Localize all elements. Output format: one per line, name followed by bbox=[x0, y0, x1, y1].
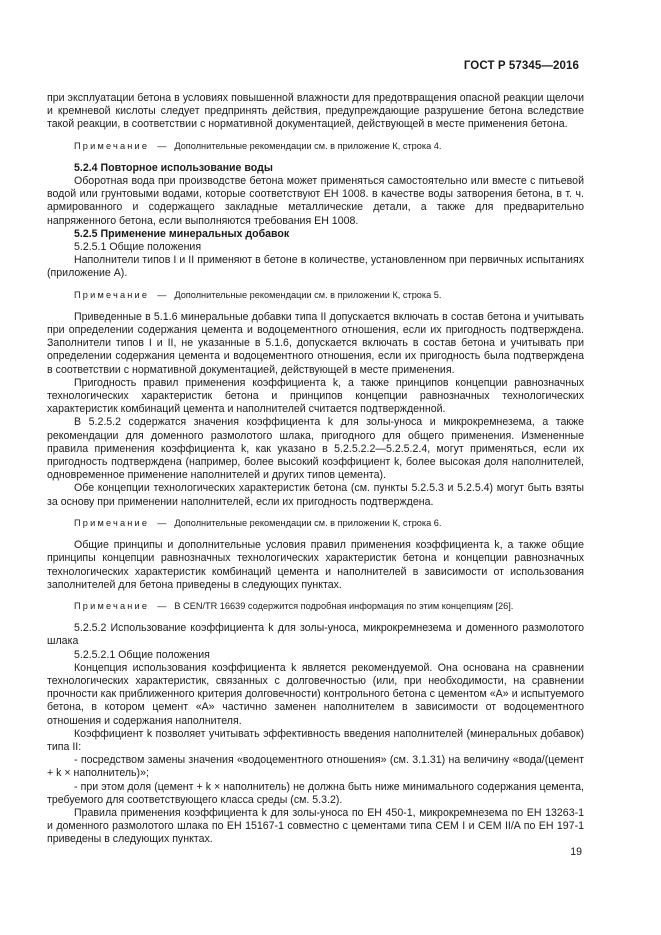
paragraph: Пригодность правил применения коэффициента k, а также принципов концепции равнозначных технологических характеристик бетона и принципов концепции равнозначных технологических характеристик комбинаций цемента и наполнителей считается подтвержденной. bbox=[47, 376, 584, 416]
note-text: Дополнительные рекомендации см. в приложении К, строка 6. bbox=[174, 517, 442, 528]
note bbox=[47, 140, 584, 153]
page-number: 19 bbox=[570, 846, 582, 858]
note bbox=[47, 600, 584, 613]
list-item: - при этом доля (цемент + k × наполнитель) не должна быть ниже минимального содержания цемента, требуемого для соответствующего класса среды (см. 5.3.2). bbox=[47, 780, 584, 806]
note-dash: — bbox=[157, 289, 167, 300]
note-text: Дополнительные рекомендации см. в приложение К, строка 4. bbox=[174, 140, 442, 151]
paragraph: Наполнители типов I и II применяют в бетоне в количестве, установленном при первичных испытаниях (приложение А). bbox=[47, 254, 584, 280]
paragraph: Коэффициент k позволяет учитывать эффективность введения наполнителей (минеральных добавок) типа II: bbox=[47, 727, 584, 753]
subsection-heading-5-2-5-2-1: 5.2.5.2.1 Общие положения bbox=[74, 648, 210, 661]
note-dash: — bbox=[157, 517, 167, 528]
subsection-heading-5-2-5-2: 5.2.5.2 Использование коэффициента k для золы-уноса, микрокремнезема и доменного размолотого шлака bbox=[47, 622, 584, 648]
note-label: Примечание bbox=[74, 517, 150, 528]
list-item: - посредством замены значения «водоцементного отношения» (см. 3.1.31) на величину «вода/(цемент + k × наполнитель)»; bbox=[47, 754, 584, 780]
paragraph: при эксплуатации бетона в условиях повышенной влажности для предотвращения опасной реакции щелочи и кремневой кислоты следует предпринять действия, предупреждающие разрушение бетона вследствие такой реакции, в соответствии с нормативной документацией, действующей в месте применения бетона. bbox=[47, 92, 584, 131]
note-label: Примечание bbox=[74, 289, 150, 300]
document-header: ГОСТ Р 57345—2016 bbox=[463, 60, 579, 72]
paragraph: Концепция использования коэффициента k является рекомендуемой. Она основана на сравнении технологических характеристик, связанных с долговечностью (или, при необходимости, на сравнении прочности как приближенного критерия долговечности) контрольного бетона с цементом «А» и испытуемого бетона, в котором цемент «А» частично заменен наполнителем в зависимости от водоцементного отношения и содержания наполнителя. bbox=[47, 661, 584, 727]
note bbox=[47, 517, 584, 530]
note-label: Примечание bbox=[74, 140, 150, 151]
note-dash: — bbox=[157, 600, 167, 611]
note-text: В CEN/TR 16639 содержится подробная информация по этим концепциям [26]. bbox=[174, 600, 514, 611]
paragraph: Правила применения коэффициента k для золы-уноса по ЕН 450-1, микрокремнезема по ЕН 13263-1 и доменного размолотого шлака по ЕН 15167-1 совместно с цементами типа CEM I и CEM II/A по ЕН 197-1 приведены в следующих пунктах. bbox=[47, 806, 584, 846]
section-heading-5-2-4: 5.2.4 Повторное использование воды bbox=[74, 161, 273, 174]
paragraph: Общие принципы и дополнительные условия правил применения коэффициента k, а также общие принципы концепции равнозначных технологических характеристик бетона и концепции равнозначных технологических характеристик комбинаций цемента и наполнителей в зависимости от использования заполнителей для бетона приведены в следующих пунктах. bbox=[47, 539, 584, 591]
subsection-heading-5-2-5-1: 5.2.5.1 Общие положения bbox=[74, 241, 202, 254]
note-label: Примечание bbox=[74, 600, 150, 611]
paragraph: Оборотная вода при производстве бетона может применяться самостоятельно или вместе с питьевой водой или грунтовыми водами, которые соответствуют ЕН 1008. в качестве воды затворения бетона, в т. ч. армированного и содержащего закладные металлические детали, а также для предварительно напряженного бетона, если выполняются требования ЕН 1008. bbox=[47, 175, 584, 227]
note-dash: — bbox=[157, 140, 167, 151]
paragraph: Приведенные в 5.1.6 минеральные добавки типа II допускается включать в состав бетона и учитывать при определении содержания цемента и водоцементного отношения, если их пригодность подтверждена. Заполнители типов I и II, не указанные в 5.1.6, допускается включать в состав бетона и учитывать при определении содержания цемента и водоцементного отношения, если их пригодность была подтверждена в соответствии с нормативной документацией, действующей в месте применения. bbox=[47, 310, 584, 376]
paragraph: Обе концепции технологических характеристик бетона (см. пункты 5.2.5.3 и 5.2.5.4) могут быть взяты за основу при применении наполнителей, если их пригодность подтверждена. bbox=[47, 482, 584, 508]
section-heading-5-2-5: 5.2.5 Применение минеральных добавок bbox=[74, 227, 290, 240]
note bbox=[47, 289, 584, 302]
paragraph: В 5.2.5.2 содержатся значения коэффициента k для золы-уноса и микрокремнезема, а также рекомендации для доменного размолотого шлака, пригодного для общего применения. Измененные правила применения коэффициента k, как указано в 5.2.5.2.2—5.2.5.2.4, могут применяться, если их пригодность подтверждена (например, более высокий коэффициент k, более высокая доля наполнителей, одновременное применение наполнителей и других типов цемента). bbox=[47, 416, 584, 482]
page-body bbox=[47, 92, 584, 847]
note-text: Дополнительные рекомендации см. в приложении К, строка 5. bbox=[174, 289, 442, 300]
